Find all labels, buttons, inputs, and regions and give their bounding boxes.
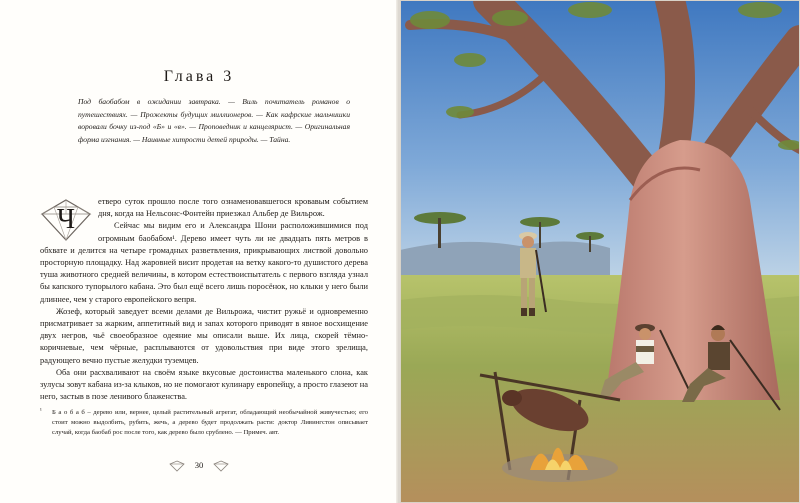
illustration-page xyxy=(400,0,800,503)
dropcap-letter: Ч xyxy=(56,204,76,235)
paragraph-1-text: етверо суток прошло после того ознаменовавшегося кровавым событием дня, когда на Нельсонс-Фонтейн приезжал Альбер де Вильрож. xyxy=(98,197,368,219)
dropcap-ornament xyxy=(40,198,92,242)
paragraph-2: Сейчас мы видим его и Александра Шони расположившимися под огромным баобабом¹. Дерево имеет чуть ли не двадцать пять метров в обхвате и делится на четыре громадных разветвления, прикрывающих листвой довольно просторную площадку. Над жаровней висит продетая на ветку какого-то душистого дерева туша животного средней величины, в котором естествоиспытатель с первого взгляда узнал бы капского тупорылого кабана. Это был ещё всего лишь поросёнок, но клыки у него были длиннее, чем у старого европейского вепря. xyxy=(40,221,368,304)
footnote-mark: ¹ xyxy=(40,408,42,414)
paragraph-3: Жозеф, который заведует всеми делами де Вильрожа, чистит ружьё и одновременно присматривает за жарким, аппетитный вид и запах которого приводят в явное восхищение двух негров, чьё своеобразное одеяние мы описали выше. Их лица, скорей тёмно-коричневые, чем чёрные, расплываются от удовольствия при виде этого зрелища, радующего вечно пустые желудки туземцев. xyxy=(40,306,368,365)
paragraph-4: Оба они расхваливают на своём языке вкусовые достоинства маленького слона, как зулусы зовут кабана из-за клыков, но не помогают кулинару европейцу, а просто глазеют на него, застыв в позе ленивого блаженства. xyxy=(40,367,368,402)
body-text xyxy=(40,196,368,403)
footnote xyxy=(40,408,368,437)
page-folio xyxy=(0,460,398,472)
paragraph-1 xyxy=(40,196,368,235)
text-page xyxy=(0,0,398,503)
page-number: 30 xyxy=(194,460,204,470)
chapter-title: Глава 3 xyxy=(163,68,235,85)
chapter-epigraph: Под баобабом в ожидании завтрака. — Виль почитатель романов о путешествиях. — Прожекты будущих миллионеров. — Как кафрские мальчишки воровали бочку из-под «Б» и «в». — Проповедник и канцелярист. — Оригинальная форма изгнания. — Наивные хитрости детей природы. — Тайна. xyxy=(78,97,350,144)
footnote-text: Б а о б а б – дерево или, вернее, целый растительный агрегат, обладающий необычайной живучестью; его стоит можно выдолбить, рубить, жечь, а дерево будет продолжать расти: доктор Ливингстон описывает случай, когда баобаб рос после того, как дерево было срублено. — Примеч. авт. xyxy=(52,409,368,436)
diamond-right-icon xyxy=(213,460,229,472)
baobab-camp-illustration xyxy=(400,0,800,503)
diamond-left-icon xyxy=(169,460,185,472)
